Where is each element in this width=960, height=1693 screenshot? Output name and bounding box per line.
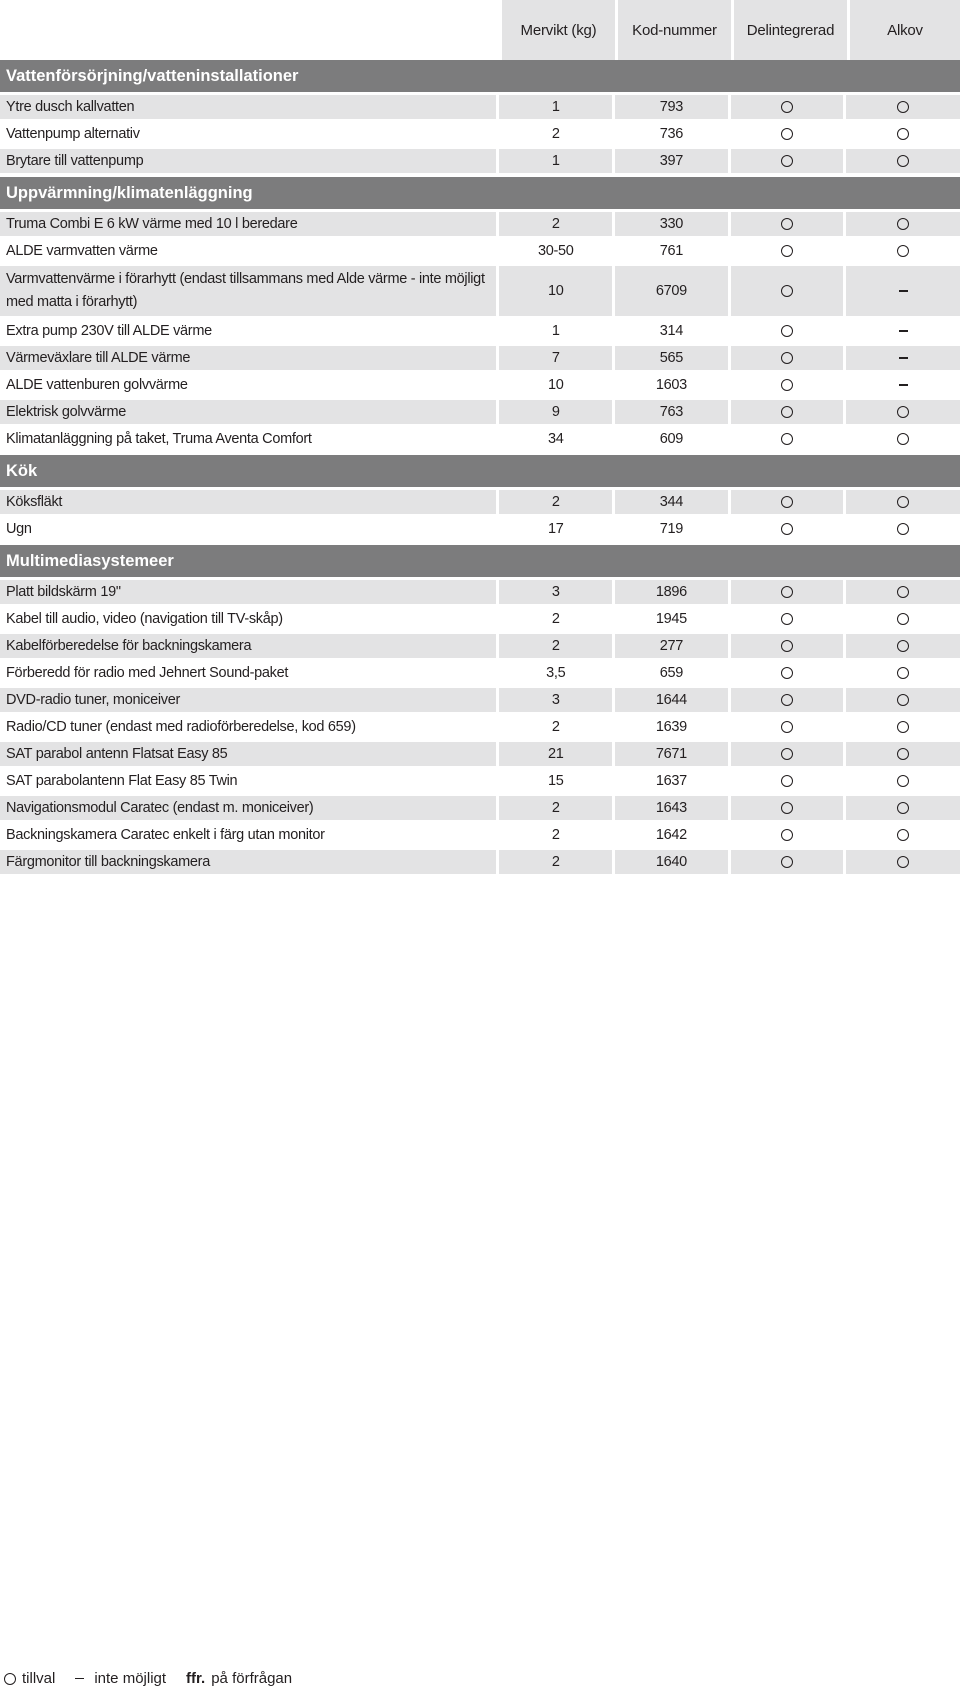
option-weight: 2 <box>499 634 612 658</box>
availability-alcove <box>846 580 960 604</box>
circle-icon <box>897 829 909 841</box>
circle-icon <box>781 325 793 337</box>
availability-alcove <box>846 346 960 370</box>
table-row <box>0 149 960 173</box>
option-name: ALDE varmvatten värme <box>0 239 496 263</box>
availability-alcove <box>846 850 960 874</box>
availability-partial <box>731 149 844 173</box>
circle-icon <box>897 856 909 868</box>
option-weight: 30-50 <box>499 239 612 263</box>
option-weight: 1 <box>499 319 612 343</box>
legend-option-label: tillval <box>22 1670 56 1687</box>
options-table <box>0 60 960 874</box>
option-weight: 2 <box>499 715 612 739</box>
availability-partial <box>731 427 844 451</box>
option-weight: 2 <box>499 796 612 820</box>
circle-icon <box>897 496 909 508</box>
availability-partial <box>731 373 844 397</box>
option-name: Värmeväxlare till ALDE värme <box>0 346 496 370</box>
circle-icon <box>781 496 793 508</box>
availability-partial <box>731 490 844 514</box>
table-row <box>0 769 960 793</box>
option-name: SAT parabolantenn Flat Easy 85 Twin <box>0 769 496 793</box>
circle-icon <box>897 667 909 679</box>
section-header: Uppvärmning/klimatenläggning <box>0 177 960 209</box>
availability-partial <box>731 715 844 739</box>
circle-icon <box>781 667 793 679</box>
circle-icon <box>781 802 793 814</box>
table-row <box>0 688 960 712</box>
table-row <box>0 796 960 820</box>
availability-alcove <box>846 266 960 316</box>
circle-icon <box>781 613 793 625</box>
option-code: 1945 <box>615 607 728 631</box>
dash-icon <box>75 1678 84 1680</box>
option-weight: 2 <box>499 122 612 146</box>
option-weight: 1 <box>499 95 612 119</box>
availability-alcove <box>846 715 960 739</box>
option-code: 609 <box>615 427 728 451</box>
circle-icon <box>897 155 909 167</box>
availability-alcove <box>846 661 960 685</box>
option-weight: 2 <box>499 823 612 847</box>
table-row <box>0 634 960 658</box>
availability-partial <box>731 661 844 685</box>
column-header-weight: Mervikt (kg) <box>502 0 615 60</box>
circle-icon <box>781 155 793 167</box>
option-code: 1644 <box>615 688 728 712</box>
availability-partial <box>731 850 844 874</box>
option-weight: 2 <box>499 850 612 874</box>
legend-ffr-abbr: ffr. <box>186 1670 206 1687</box>
availability-alcove <box>846 490 960 514</box>
circle-icon <box>781 352 793 364</box>
option-name: Brytare till vattenpump <box>0 149 496 173</box>
option-name: Backningskamera Caratec enkelt i färg utan monitor <box>0 823 496 847</box>
availability-alcove <box>846 634 960 658</box>
option-name: Ugn <box>0 517 496 541</box>
option-name: Vattenpump alternativ <box>0 122 496 146</box>
availability-partial <box>731 517 844 541</box>
availability-partial <box>731 634 844 658</box>
option-code: 736 <box>615 122 728 146</box>
option-code: 1642 <box>615 823 728 847</box>
circle-icon <box>781 128 793 140</box>
option-weight: 7 <box>499 346 612 370</box>
column-header-partial: Delintegrerad <box>734 0 847 60</box>
availability-alcove <box>846 607 960 631</box>
option-code: 7671 <box>615 742 728 766</box>
option-name: Ytre dusch kallvatten <box>0 95 496 119</box>
availability-alcove <box>846 239 960 263</box>
option-code: 659 <box>615 661 728 685</box>
dash-icon <box>899 330 908 332</box>
circle-icon <box>781 694 793 706</box>
availability-partial <box>731 266 844 316</box>
availability-partial <box>731 239 844 263</box>
option-weight: 15 <box>499 769 612 793</box>
option-code: 565 <box>615 346 728 370</box>
circle-icon <box>781 775 793 787</box>
option-weight: 10 <box>499 373 612 397</box>
section-header: Kök <box>0 455 960 487</box>
availability-alcove <box>846 769 960 793</box>
option-name: Kabelförberedelse för backningskamera <box>0 634 496 658</box>
availability-partial <box>731 580 844 604</box>
circle-icon <box>781 856 793 868</box>
table-row <box>0 661 960 685</box>
option-code: 763 <box>615 400 728 424</box>
availability-alcove <box>846 823 960 847</box>
availability-alcove <box>846 427 960 451</box>
option-name: Kabel till audio, video (navigation till TV-skåp) <box>0 607 496 631</box>
dash-icon <box>899 357 908 359</box>
table-row <box>0 95 960 119</box>
option-weight: 21 <box>499 742 612 766</box>
circle-icon <box>897 128 909 140</box>
legend-none-label: inte möjligt <box>94 1670 167 1687</box>
option-weight: 17 <box>499 517 612 541</box>
table-row <box>0 607 960 631</box>
table-row <box>0 850 960 874</box>
option-name: Navigationsmodul Caratec (endast m. moniceiver) <box>0 796 496 820</box>
circle-icon <box>781 379 793 391</box>
option-name: Extra pump 230V till ALDE värme <box>0 319 496 343</box>
option-code: 761 <box>615 239 728 263</box>
circle-icon <box>897 245 909 257</box>
circle-icon <box>781 640 793 652</box>
option-weight: 1 <box>499 149 612 173</box>
circle-icon <box>897 748 909 760</box>
circle-icon <box>781 406 793 418</box>
option-name: DVD-radio tuner, moniceiver <box>0 688 496 712</box>
column-header-code: Kod-nummer <box>618 0 731 60</box>
circle-icon <box>897 775 909 787</box>
availability-alcove <box>846 400 960 424</box>
option-code: 1640 <box>615 850 728 874</box>
availability-alcove <box>846 517 960 541</box>
table-row <box>0 266 960 316</box>
table-row <box>0 427 960 451</box>
option-weight: 3 <box>499 688 612 712</box>
table-row <box>0 742 960 766</box>
availability-partial <box>731 742 844 766</box>
availability-alcove <box>846 796 960 820</box>
availability-alcove <box>846 122 960 146</box>
circle-icon <box>781 721 793 733</box>
availability-partial <box>731 212 844 236</box>
option-code: 1643 <box>615 796 728 820</box>
circle-icon <box>4 1673 16 1685</box>
option-weight: 10 <box>499 266 612 316</box>
circle-icon <box>781 218 793 230</box>
circle-icon <box>897 694 909 706</box>
option-code: 1896 <box>615 580 728 604</box>
option-name: Elektrisk golvvärme <box>0 400 496 424</box>
circle-icon <box>897 218 909 230</box>
dash-icon <box>899 384 908 386</box>
option-code: 314 <box>615 319 728 343</box>
availability-alcove <box>846 95 960 119</box>
option-weight: 3,5 <box>499 661 612 685</box>
circle-icon <box>781 523 793 535</box>
circle-icon <box>897 640 909 652</box>
circle-icon <box>781 586 793 598</box>
circle-icon <box>897 101 909 113</box>
circle-icon <box>897 433 909 445</box>
table-row <box>0 823 960 847</box>
table-row <box>0 490 960 514</box>
option-name: Färgmonitor till backningskamera <box>0 850 496 874</box>
option-name: SAT parabol antenn Flatsat Easy 85 <box>0 742 496 766</box>
option-code: 6709 <box>615 266 728 316</box>
circle-icon <box>781 101 793 113</box>
option-code: 330 <box>615 212 728 236</box>
option-code: 344 <box>615 490 728 514</box>
option-code: 277 <box>615 634 728 658</box>
table-row <box>0 239 960 263</box>
option-name: Platt bildskärm 19" <box>0 580 496 604</box>
option-name: Radio/CD tuner (endast med radioförberedelse, kod 659) <box>0 715 496 739</box>
option-name: Klimatanläggning på taket, Truma Aventa Comfort <box>0 427 496 451</box>
legend <box>4 1670 292 1687</box>
legend-ffr-label: på förfrågan <box>211 1670 293 1687</box>
availability-alcove <box>846 688 960 712</box>
availability-partial <box>731 823 844 847</box>
availability-partial <box>731 122 844 146</box>
availability-partial <box>731 400 844 424</box>
availability-alcove <box>846 319 960 343</box>
option-weight: 3 <box>499 580 612 604</box>
circle-icon <box>781 829 793 841</box>
option-weight: 9 <box>499 400 612 424</box>
section-header: Multimediasystemeer <box>0 545 960 577</box>
option-code: 1603 <box>615 373 728 397</box>
circle-icon <box>897 613 909 625</box>
availability-partial <box>731 346 844 370</box>
availability-partial <box>731 769 844 793</box>
table-row <box>0 346 960 370</box>
option-weight: 2 <box>499 212 612 236</box>
availability-partial <box>731 319 844 343</box>
option-code: 1637 <box>615 769 728 793</box>
option-weight: 2 <box>499 607 612 631</box>
option-code: 793 <box>615 95 728 119</box>
option-name: Förberedd för radio med Jehnert Sound-paket <box>0 661 496 685</box>
option-name: Varmvattenvärme i förarhytt (endast tillsammans med Alde värme - inte möjligt med matta i förarhytt) <box>0 266 496 316</box>
availability-partial <box>731 607 844 631</box>
circle-icon <box>897 523 909 535</box>
option-name: Truma Combi E 6 kW värme med 10 l beredare <box>0 212 496 236</box>
circle-icon <box>781 285 793 297</box>
table-row <box>0 122 960 146</box>
circle-icon <box>897 406 909 418</box>
section-header: Vattenförsörjning/vatteninstallationer <box>0 60 960 92</box>
circle-icon <box>897 802 909 814</box>
table-row <box>0 212 960 236</box>
circle-icon <box>897 586 909 598</box>
availability-alcove <box>846 212 960 236</box>
option-name: Köksfläkt <box>0 490 496 514</box>
availability-alcove <box>846 373 960 397</box>
availability-alcove <box>846 149 960 173</box>
column-header-alcove: Alkov <box>850 0 960 60</box>
circle-icon <box>781 433 793 445</box>
circle-icon <box>781 245 793 257</box>
table-row <box>0 400 960 424</box>
option-code: 1639 <box>615 715 728 739</box>
dash-icon <box>899 290 908 292</box>
table-row <box>0 517 960 541</box>
availability-alcove <box>846 742 960 766</box>
option-weight: 34 <box>499 427 612 451</box>
table-row <box>0 373 960 397</box>
circle-icon <box>897 721 909 733</box>
availability-partial <box>731 688 844 712</box>
option-name: ALDE vattenburen golvvärme <box>0 373 496 397</box>
table-row <box>0 715 960 739</box>
circle-icon <box>781 748 793 760</box>
availability-partial <box>731 95 844 119</box>
option-code: 397 <box>615 149 728 173</box>
availability-partial <box>731 796 844 820</box>
option-code: 719 <box>615 517 728 541</box>
option-weight: 2 <box>499 490 612 514</box>
table-row <box>0 319 960 343</box>
table-row <box>0 580 960 604</box>
